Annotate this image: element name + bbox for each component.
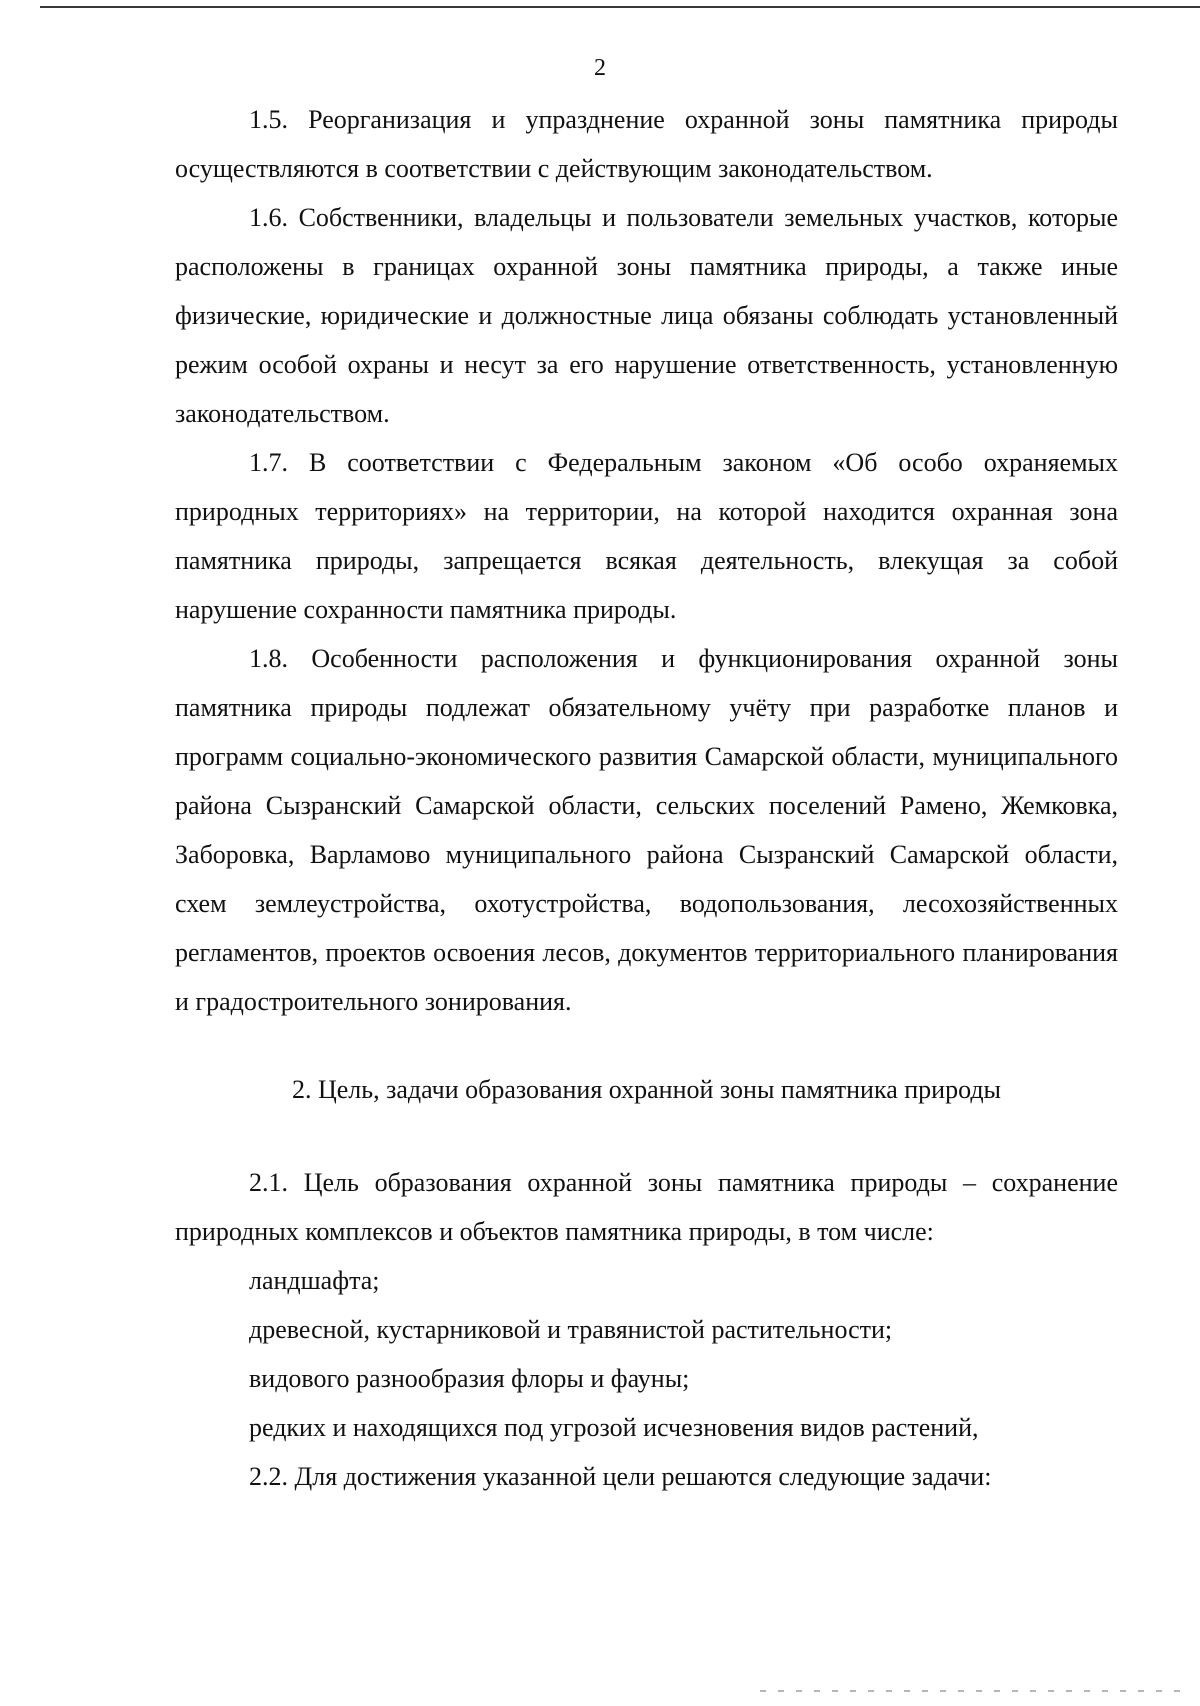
- paragraph-1-7: 1.7. В соответствии с Федеральным законом «Об особо охраняемых природных территориях» на территории, на которой находится охранная зона памятника природы, запрещается всякая деятельность, влекущая за собой нарушение сохранности памятника природы.: [175, 448, 1118, 624]
- page-number: 2: [594, 55, 606, 81]
- paragraph-1-6: 1.6. Собственники, владельцы и пользователи земельных участков, которые расположены в границах охранной зоны памятника природы, а также иные физические, юридические и должностные лица обязаны соблюдать установленный режим особой охраны и несут за его нарушение ответственность, установленную законодательством.: [175, 203, 1118, 428]
- paragraph-2-1: 2.1. Цель образования охранной зоны памятника природы – сохранение природных комплексов и объектов памятника природы, в том числе:: [175, 1168, 1118, 1246]
- section-heading: 2. Цель, задачи образования охранной зоны памятника природы: [291, 1075, 1002, 1104]
- list-item-rare-species: редких и находящихся под угрозой исчезновения видов растений,: [249, 1413, 979, 1442]
- scan-artifact-dots: [760, 1690, 1180, 1692]
- paragraph-1-5: 1.5. Реорганизация и упразднение охранной зоны памятника природы осуществляются в соответствии с действующим законодательством.: [175, 105, 1118, 183]
- list-item-biodiversity: видового разнообразия флоры и фауны;: [249, 1364, 690, 1393]
- list-item-landscape: ландшафта;: [249, 1266, 380, 1295]
- paragraph-2-2: 2.2. Для достижения указанной цели решаются следующие задачи:: [249, 1462, 992, 1491]
- document-body: [175, 95, 1118, 1501]
- paragraph-1-8: 1.8. Особенности расположения и функционирования охранной зоны памятника природы подлежат обязательному учёту при разработке планов и программ социально-экономического развития Самарской области, муниципального района Сызранский Самарской области, сельских поселений Рамено, Жемковка, Заборовка, Варламово муниципального района Сызранский Самарской области, схем землеустройства, охотустройства, водопользования, лесохозяйственных регламентов, проектов освоения лесов, документов территориального планирования и градостроительного зонирования.: [175, 644, 1118, 1016]
- list-item-vegetation: древесной, кустарниковой и травянистой растительности;: [249, 1315, 893, 1344]
- top-border-line: [40, 6, 1200, 8]
